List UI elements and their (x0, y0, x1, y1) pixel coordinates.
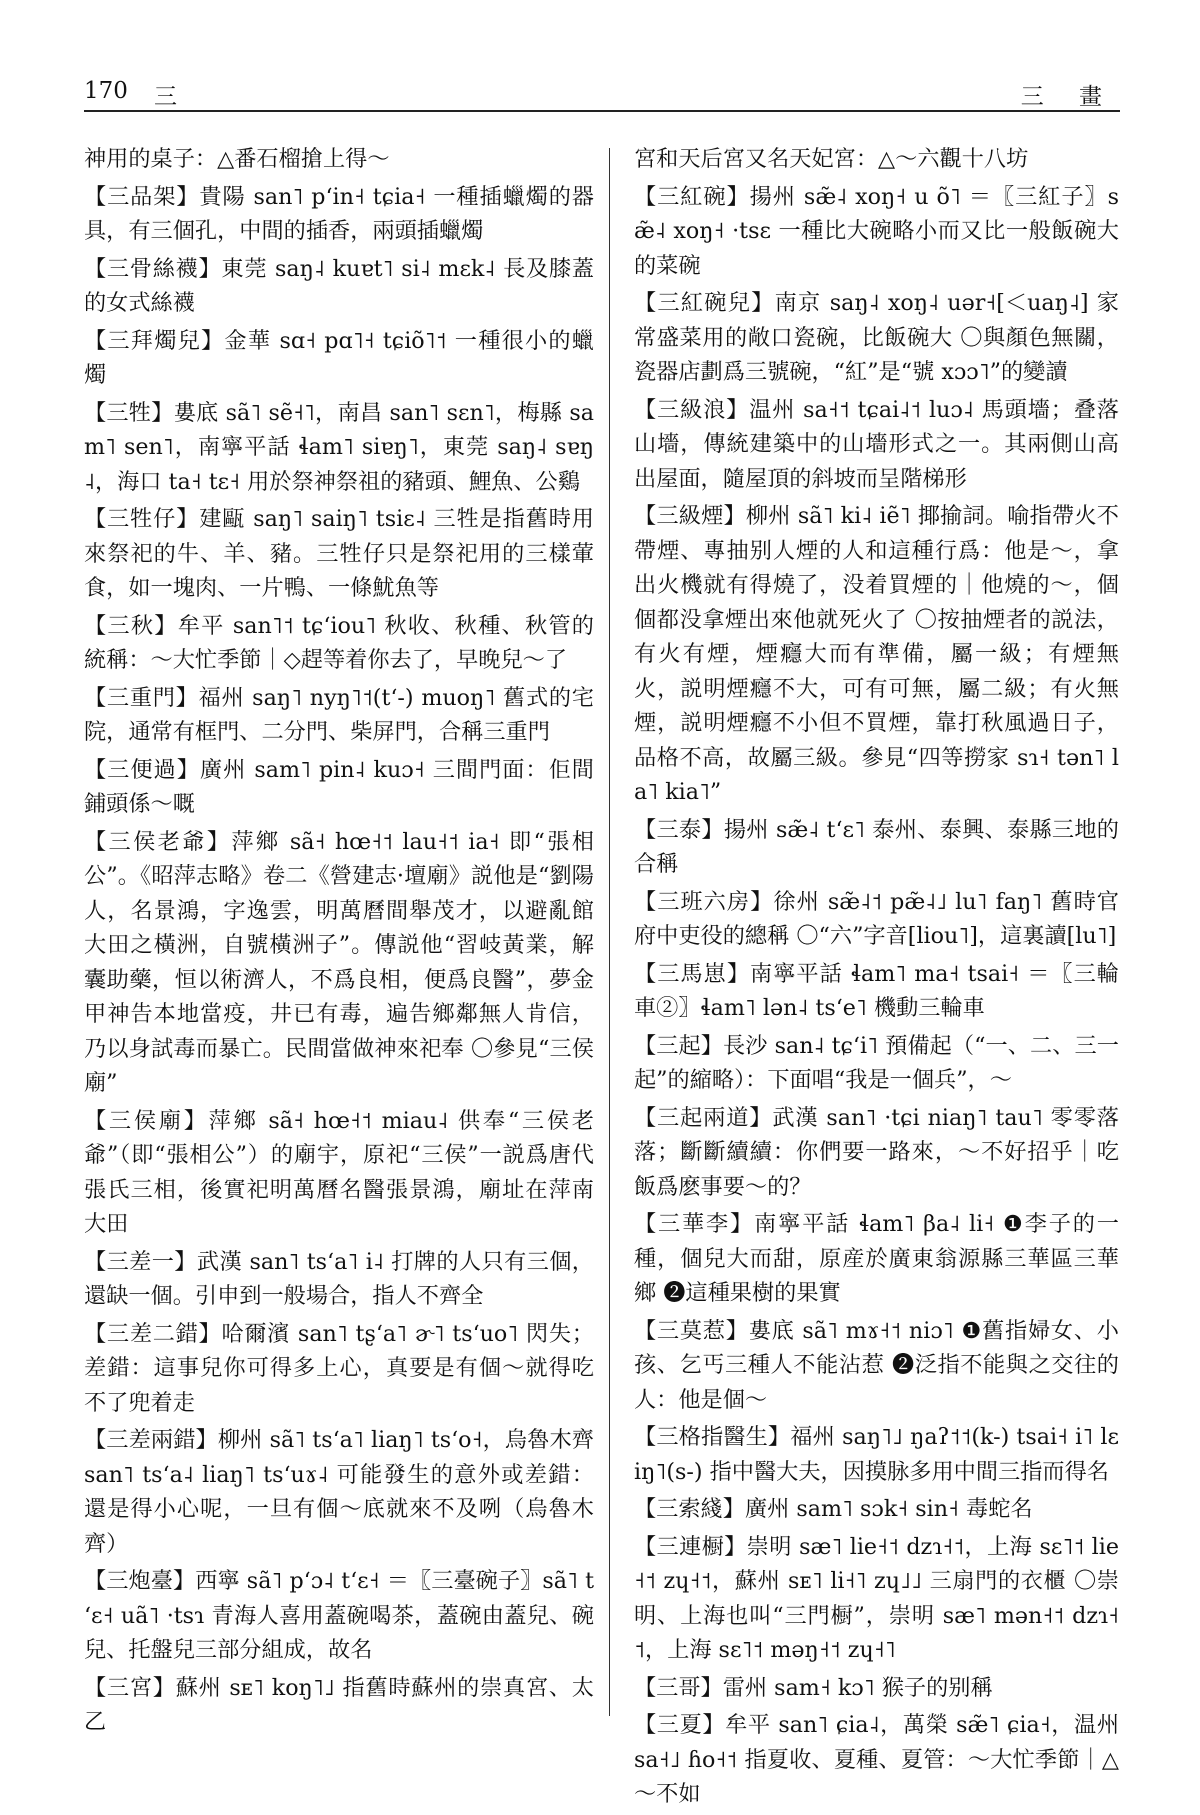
dictionary-entry: 【三級浪】温州 sa˧˦ tɕai˨˦ luɔ˨ 馬頭墻；叠落山墻，傳統建築中的山墻形式之一。其兩側山高出屋面，隨屋頂的斜坡而呈階梯形 (634, 396, 1119, 492)
dictionary-entry: 宮和天后宮又名天妃宮：△～六觀十八坊 (634, 146, 1029, 172)
dictionary-entry: 【三起兩道】武漢 san˥ ·tɕi niaŋ˥ tau˥ 零零落落；斷斷續續：你們要一路來，～不好招乎｜吃飯爲麽事要～的？ (634, 1104, 1119, 1200)
dictionary-entry: 【三骨絲襪】東莞 saŋ˨ kuɐt˥ si˨ mɛk˨ 長及膝蓋的女式絲襪 (84, 255, 594, 316)
dictionary-entry: 【三泰】揚州 sæ̃˨ tʻɛ˥ 泰州、泰興、泰縣三地的合稱 (634, 816, 1119, 877)
dictionary-entry: 【三哥】雷州 sam˧ kɔ˥ 猴子的别稱 (634, 1674, 993, 1701)
dictionary-entry: 【三牲仔】建甌 saŋ˥ saiŋ˥ tsiɛ˨ 三牲是指舊時用來祭祀的牛、羊、豬。三牲仔只是祭祀用的三樣葷食，如一塊肉、一片鴨、一條魷魚等 (84, 506, 594, 601)
dictionary-entry: 【三連橱】崇明 sæ˥ lie˧˦ dzɿ˧˦，上海 sɛ˥˦ lie˧˦ zɥ˧˦，蘇州 sᴇ˥ li˧˥ zɥ˩˩ 三扇門的衣櫃 〇崇明、上海也叫“三門橱”，崇明 sæ˥ mən˧˦ dzɿ˧˦，上海 sɛ˥˦ məŋ˧˦ zɥ˧˥ (634, 1533, 1119, 1663)
dictionary-entry: 【三華李】南寧平話 ɬam˥ βa˨ li˧ ❶李子的一種，個兒大而甜，原産於廣東翁源縣三華區三華鄉 ❷這種果樹的果實 (634, 1211, 1119, 1306)
dictionary-entry: 【三起】長沙 san˨ tɕʻi˥ 預備起（“一、二、三一起”的縮略）：下面唱“我是一個兵”，～ (634, 1032, 1119, 1093)
dictionary-entry: 【三炮臺】西寧 sã˥ pʻɔ˨ tʻɛ˧ ＝〖三臺碗子〗sã˥ tʻɛ˧ uã˥ ·tsɿ 青海人喜用蓋碗喝茶，蓋碗由蓋兒、碗兒、托盤兒三部分組成，故名 (84, 1568, 594, 1663)
dictionary-entry: 【三班六房】徐州 sæ̃˨˦ pæ̃˨˩ lu˥ faŋ˥ 舊時官府中吏役的總稱 〇“六”字音[liou˥]，這裏讀[lu˥] (634, 888, 1119, 949)
dictionary-entry: 【三差兩錯】柳州 sã˥ tsʻa˥ liaŋ˥ tsʻo˧，烏魯木齊 san˥ tsʻa˨ liaŋ˥ tsʻuɤ˨ 可能發生的意外或差錯：還是得小心呢，一旦有個～底就來不及咧（烏魯木齊） (84, 1427, 594, 1557)
right-column (634, 142, 1119, 1815)
dictionary-entry: 【三差一】武漢 san˥ tsʻa˥ i˨ 打牌的人只有三個，還缺一個。引申到一般場合，指人不齊全 (84, 1248, 594, 1309)
dictionary-entry: 【三紅碗】揚州 sæ̃˨ xoŋ˧ u õ˥ ＝〖三紅子〗sæ̃˨ xoŋ˧ ·tsɛ 一種比大碗略小而又比一般飯碗大的菜碗 (634, 183, 1119, 279)
running-head-right: 三 畫 (1020, 84, 1116, 110)
dictionary-entry: 【三夏】牟平 san˥ ɕia˨，萬榮 sæ̃˥ ɕia˧，温州 sa˧˩ ɦo˧˦ 指夏收、夏種、夏管：～大忙季節｜△～不如 (634, 1712, 1119, 1807)
running-head-left: 三 (154, 84, 177, 110)
page-header (84, 72, 1120, 112)
dictionary-entry: 【三差二錯】哈爾濱 san˥ tʂʻa˥ ɚ˥ tsʻuo˥ 閃失；差錯：這事兒你可得多上心，真要是有個～就得吃不了兜着走 (84, 1320, 594, 1416)
dictionary-entry: 【三侯老爺】萍鄉 sã˧ hœ˧˦ lau˧˦ ia˧ 即“張相公”。《昭萍志略》卷二《營建志·壇廟》説他是“劉陽人，名景鴻，字逸雲，明萬曆間舉茂才，以避亂館大田之橫洲，自號橫洲子”。傳説他“習岐黃業，解囊助藥，恒以術濟人，不爲良相，便爲良醫”，夢金甲神告本地當疫，井已有毒，遍告鄉鄰無人肯信，乃以身試毒而暴亡。民間當做神來祀奉 〇參見“三侯廟” (84, 828, 594, 1096)
dictionary-entry: 【三級煙】柳州 sã˥ ki˨ iẽ˥ 揶揄詞。喻指帶火不帶煙、專抽别人煙的人和這種行爲：他是～，拿出火機就有得燒了，没着買煙的｜他燒的～，個個都没拿煙出來他就死火了 〇按抽煙者的説法，有火有煙，煙癮大而有準備，屬一級；有煙無火，説明煙癮不大，可有可無，屬二級；有火無煙，説明煙癮不小但不買煙，靠打秋風過日子，品格不高，故屬三級。參見“四等撈家 sɿ˧ tən˥ la˥ kia˥” (634, 503, 1119, 805)
dictionary-entry: 【三侯廟】萍鄉 sã˧ hœ˧˦ miau˨ 供奉“三侯老爺”（即“張相公”）的廟宇，原祀“三侯”一説爲唐代張氏三相，後實祀明萬曆名醫張景鴻，廟址在萍南大田 (84, 1107, 594, 1237)
dictionary-entry: 【三便過】廣州 sam˥ pin˨ kuɔ˧ 三間門面：佢間鋪頭係～嘅 (84, 756, 594, 817)
dictionary-entry: 【三索綫】廣州 sam˥ sɔk˧ sin˧ 毒蛇名 (634, 1496, 1033, 1522)
dictionary-entry: 【三重門】福州 saŋ˥ nyŋ˥˦(tʻ-) muoŋ˥ 舊式的宅院，通常有框門、二分門、柴屏門，合稱三重門 (84, 684, 594, 745)
dictionary-entry: 【三拜燭兒】金華 sɑ˧ pɑ˥˧ tɕiõ˥˦ 一種很小的蠟燭 (84, 327, 594, 388)
dictionary-entry: 【三牲】婁底 sã˥ sẽ˧˥，南昌 san˥ sɛn˥，梅縣 sam˥ sen˥，南寧平話 ɬam˥ siɐŋ˥，東莞 saŋ˨ sɐŋ˨，海口 ta˧ tɛ˧ 用於祭神祭祖的豬頭、鯉魚、公鷄 (84, 399, 594, 495)
page-number: 170 (84, 78, 128, 104)
dictionary-entry: 神用的桌子：△番石榴搶上得～ (84, 146, 390, 172)
dictionary-entry: 【三品架】貴陽 san˥ pʻin˧ tɕia˧ 一種插蠟燭的器具，有三個孔，中間的插香，兩頭插蠟燭 (84, 183, 594, 244)
left-column (84, 142, 594, 1743)
dictionary-entry: 【三秋】牟平 san˥˦ tɕʻiou˥ 秋收、秋種、秋管的統稱：～大忙季節｜◇趕等着你去了，早晚兒～了 (84, 612, 594, 673)
dictionary-entry: 【三馬崽】南寧平話 ɬam˥ ma˧ tsai˧ ＝〖三輪車②〗ɬam˥ lən˨ tsʻe˥ 機動三輪車 (634, 960, 1119, 1021)
dictionary-entry: 【三宮】蘇州 sᴇ˥ koŋ˥˩ 指舊時蘇州的崇真宮、太乙 (84, 1674, 594, 1735)
dictionary-entry: 【三格指醫生】福州 saŋ˥˩ ŋaʔ˦˦(k-) tsai˧ i˥ lɛiŋ˥(s-) 指中醫大夫，因摸脉多用中間三指而得名 (634, 1424, 1119, 1485)
column-divider (609, 148, 610, 1716)
dictionary-entry: 【三莫惹】婁底 sã˥ mɤ˧˦ niɔ˥ ❶舊指婦女、小孩、乞丐三種人不能沾惹 ❷泛指不能與之交往的人：他是個～ (634, 1317, 1119, 1413)
dictionary-entry: 【三紅碗兒】南京 saŋ˨ xoŋ˨ uər˧[＜uaŋ˨] 家常盛菜用的敞口瓷碗，比飯碗大 〇與顏色無關，瓷器店劃爲三號碗，“紅”是“號 xɔɔ˥”的變讀 (634, 290, 1119, 385)
